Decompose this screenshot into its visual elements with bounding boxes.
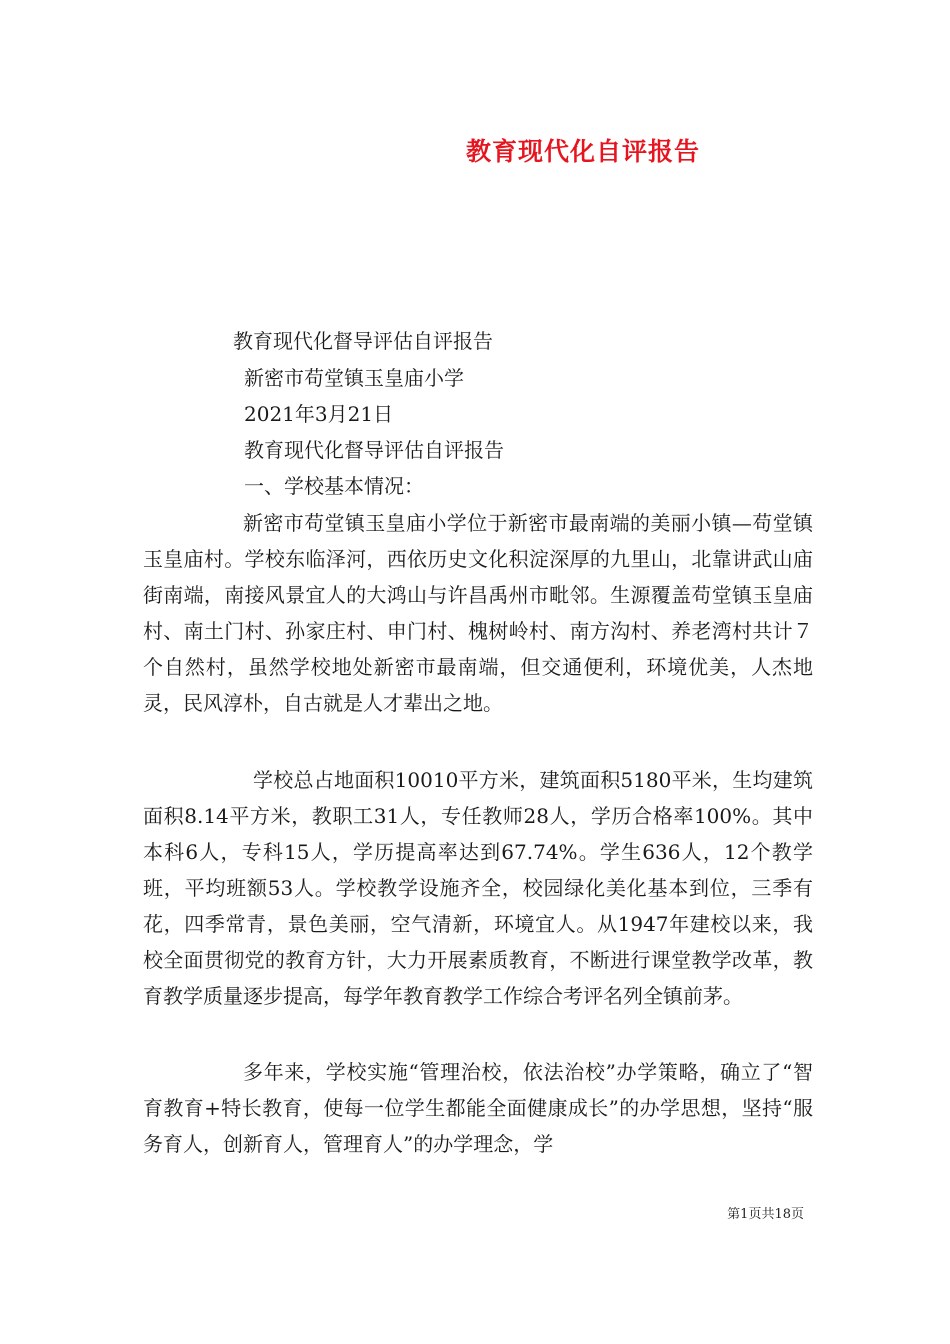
paragraph-philosophy: 多年来，学校实施“管理治校，依法治校”办学策略，确立了“智育教育+特长教育，使每一位学生都能全面健康成长”的办学思想，坚持“服务育人，创新育人，管理育人”的办学理念，学 [143, 1060, 813, 1156]
school-name: 新密市苟堂镇玉皇庙小学 [244, 366, 464, 390]
report-subtitle: 教育现代化督导评估自评报告 [233, 329, 493, 353]
document-title: 教育现代化自评报告 [465, 137, 700, 166]
paragraph-location: 新密市苟堂镇玉皇庙小学位于新密市最南端的美丽小镇—苟堂镇玉皇庙村。学校东临泽河，西依历史文化积淀深厚的九里山，北靠讲武山庙街南端，南接风景宜人的大鸿山与许昌禹州市毗邻。生源覆盖苟堂镇玉皇庙村、南土门村、孙家庄村、申门村、槐树岭村、南方沟村、养老湾村共计７个自然村，虽然学校地处新密市最南端，但交通便利，环境优美，人杰地灵，民风淳朴，自古就是人才辈出之地。 [143, 511, 813, 715]
report-date: 2021年3月21日 [244, 402, 394, 426]
page-number: 第1页共18页 [727, 1207, 804, 1222]
report-subtitle-repeat: 教育现代化督导评估自评报告 [244, 438, 504, 462]
section-heading: 一、学校基本情况： [244, 474, 424, 498]
paragraph-facilities: 学校总占地面积10010平方米，建筑面积5180平米，生均建筑面积8.14平方米，教职工31人，专任教师28人，学历合格率100%。其中本科6人，专科15人，学历提高率达到67.74%。学生636人，12个教学班，平均班额53人。学校教学设施齐全，校园绿化美化基本到位，三季有花，四季常青，景色美丽，空气清新，环境宜人。从1947年建校以来，我校全面贯彻党的教育方针，大力开展素质教育，不断进行课堂教学改革，教育教学质量逐步提高，每学年教育教学工作综合考评名列全镇前茅。 [143, 768, 813, 1008]
